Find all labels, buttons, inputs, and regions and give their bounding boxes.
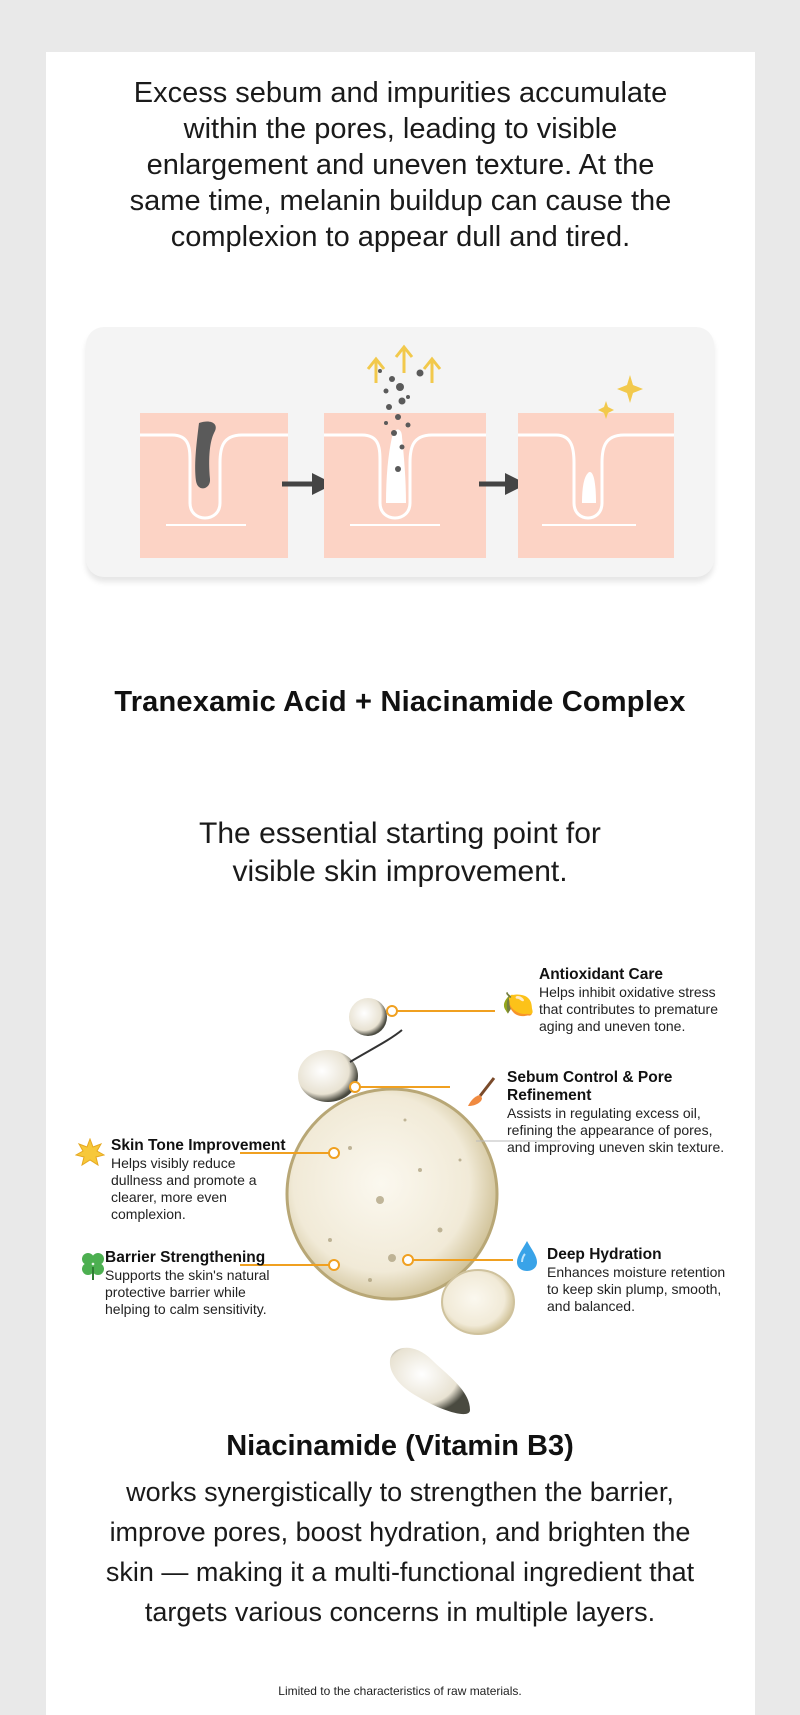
complex-title: Tranexamic Acid + Niacinamide Complex bbox=[114, 686, 686, 718]
medium-droplet bbox=[298, 1050, 358, 1102]
feature-barrier bbox=[105, 1249, 270, 1318]
sparkle-icon bbox=[598, 375, 643, 419]
feature-title bbox=[507, 1069, 724, 1105]
tagline-line: visible skin improvement. bbox=[232, 855, 568, 888]
clogged-pore-panel bbox=[140, 413, 288, 558]
feature-hydration bbox=[547, 1246, 725, 1315]
refined-pore-panel bbox=[518, 375, 674, 558]
feature-title: Antioxidant Care bbox=[539, 966, 664, 983]
feature-sebum-control bbox=[507, 1069, 724, 1156]
feature-antioxidant bbox=[539, 966, 718, 1035]
niacinamide-title: Niacinamide (Vitamin B3) bbox=[226, 1430, 574, 1462]
niacinamide-body-line: targets various concerns in multiple layers. bbox=[144, 1597, 656, 1627]
feature-description bbox=[507, 1105, 724, 1156]
feature-desc-line: complexion. bbox=[111, 1206, 186, 1222]
feature-title: Deep Hydration bbox=[547, 1246, 662, 1263]
feature-desc-line: aging and uneven tone. bbox=[539, 1018, 686, 1034]
niacinamide-body-line: improve pores, boost hydration, and brighten the bbox=[109, 1517, 691, 1547]
footnote: Limited to the characteristics of raw materials. bbox=[278, 1684, 522, 1698]
tagline bbox=[0, 815, 800, 891]
feature-desc-line: and balanced. bbox=[547, 1298, 635, 1314]
feature-desc-line: Enhances moisture retention bbox=[547, 1264, 726, 1280]
feature-title-line: Refinement bbox=[507, 1087, 592, 1104]
bottom-droplet bbox=[390, 1348, 470, 1414]
niacinamide-body-line: works synergistically to strengthen the barrier, bbox=[126, 1477, 674, 1507]
feature-desc-line: helping to calm sensitivity. bbox=[105, 1301, 267, 1317]
feature-desc-line: and improving uneven skin texture. bbox=[507, 1139, 725, 1155]
feature-description bbox=[105, 1267, 270, 1318]
feature-title-line: Sebum Control & Pore bbox=[507, 1069, 673, 1086]
up-arrow-icon bbox=[368, 347, 440, 383]
feature-desc-line: Supports the skin's natural bbox=[105, 1267, 270, 1283]
feature-desc-line: Helps visibly reduce bbox=[111, 1155, 236, 1171]
intro-line: enlargement and uneven texture. At the bbox=[146, 149, 655, 181]
feature-desc-line: that contributes to premature bbox=[539, 1001, 718, 1017]
niacinamide-body-line: skin — making it a multi-functional ingredient that bbox=[105, 1557, 695, 1587]
cleansing-pore-panel bbox=[324, 347, 486, 558]
feature-desc-line: refining the appearance of pores, bbox=[507, 1122, 713, 1138]
feature-description bbox=[547, 1264, 725, 1315]
feature-description bbox=[539, 984, 718, 1035]
feature-title: Barrier Strengthening bbox=[105, 1249, 266, 1266]
intro-line: within the pores, leading to visible bbox=[183, 113, 618, 145]
feature-desc-line: dullness and promote a bbox=[111, 1172, 257, 1188]
feature-title: Skin Tone Improvement bbox=[111, 1137, 286, 1154]
water-drop-icon bbox=[516, 1240, 538, 1277]
intro-line: same time, melanin buildup can cause the bbox=[129, 185, 672, 217]
feature-description bbox=[111, 1155, 286, 1223]
lemon-icon: 🍋 bbox=[502, 989, 535, 1019]
pore-diagram bbox=[86, 327, 714, 577]
feature-skin-tone bbox=[111, 1137, 286, 1223]
feature-desc-line: clearer, more even bbox=[111, 1189, 227, 1205]
clover-icon bbox=[80, 1251, 106, 1286]
sun-icon bbox=[75, 1138, 105, 1173]
feature-desc-line: Assists in regulating excess oil, bbox=[507, 1105, 701, 1121]
pore-diagram-illustration bbox=[86, 327, 714, 577]
niacinamide-body bbox=[0, 1472, 800, 1632]
feature-desc-line: to keep skin plump, smooth, bbox=[547, 1281, 722, 1297]
feature-desc-line: protective barrier while bbox=[105, 1284, 246, 1300]
feature-desc-line: Helps inhibit oxidative stress bbox=[539, 984, 716, 1000]
intro-paragraph bbox=[46, 75, 755, 255]
large-droplet bbox=[287, 1089, 497, 1299]
small-droplet bbox=[349, 998, 387, 1036]
intro-line: complexion to appear dull and tired. bbox=[170, 221, 631, 253]
brush-icon bbox=[466, 1076, 498, 1113]
tagline-line: The essential starting point for bbox=[199, 817, 601, 850]
intro-line: Excess sebum and impurities accumulate bbox=[133, 77, 668, 109]
